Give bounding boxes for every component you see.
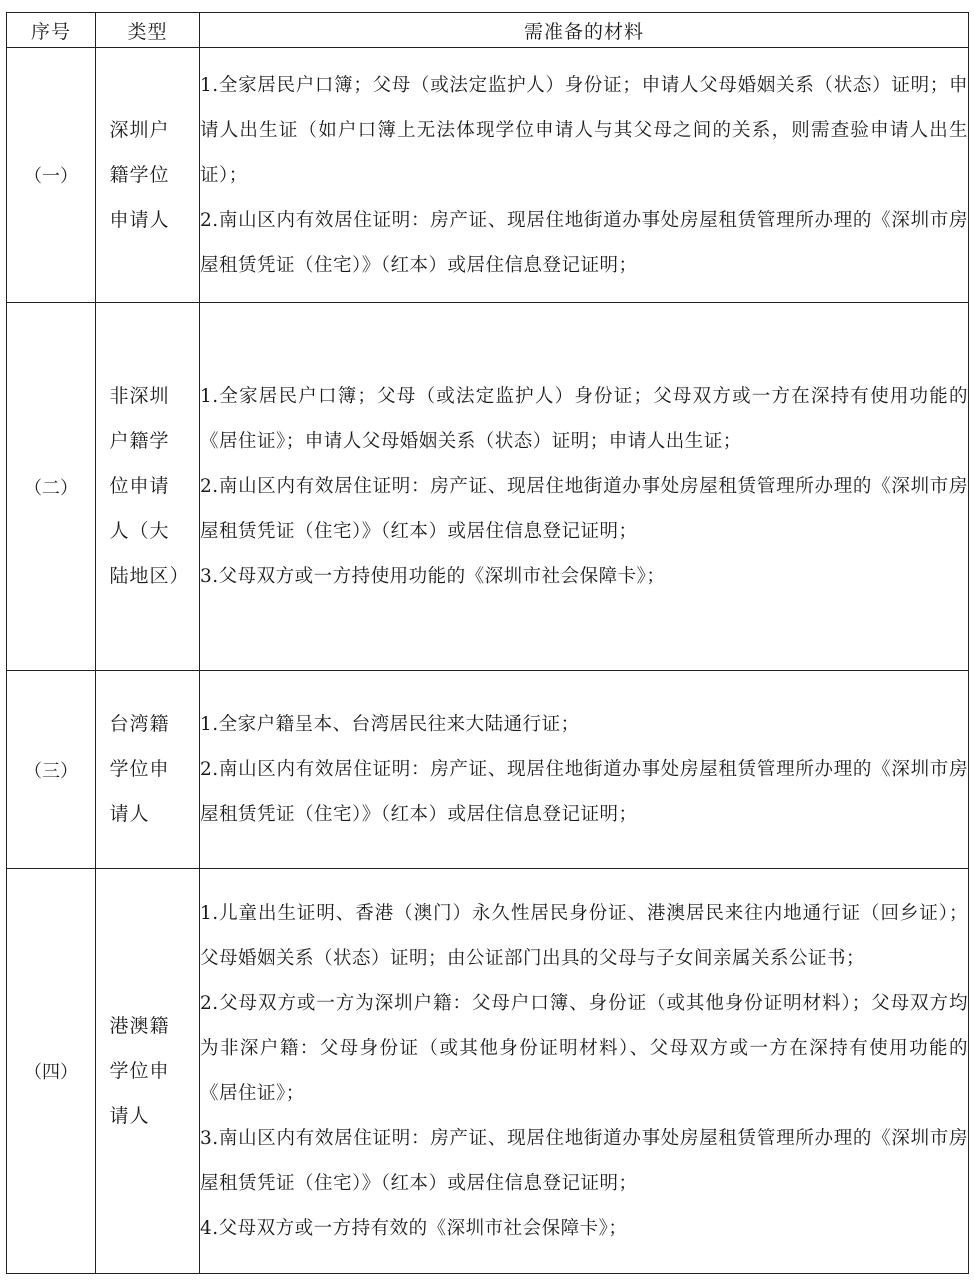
- table-row: [7, 303, 969, 671]
- row-type-label: 深圳户籍学位申请人: [109, 118, 170, 231]
- header-type: 类型: [96, 13, 200, 48]
- row-seq: （三）: [7, 671, 96, 869]
- material-item: 2.南山区内有效居住证明：房产证、现居住地街道办事处房屋租赁管理所办理的《深圳市房屋租赁凭证（住宅）》（红本）或居住信息登记证明；: [200, 476, 968, 542]
- materials-table: [6, 12, 969, 1274]
- row-type: [96, 48, 200, 303]
- row-materials: [200, 671, 969, 869]
- row-seq: （二）: [7, 303, 96, 671]
- header-materials: 需准备的材料: [200, 13, 969, 48]
- material-item: 3.南山区内有效居住证明：房产证、现居住地街道办事处房屋租赁管理所办理的《深圳市房屋租赁凭证（住宅）》（红本）或居住信息登记证明；: [200, 1128, 968, 1194]
- material-item: 2.南山区内有效居住证明：房产证、现居住地街道办事处房屋租赁管理所办理的《深圳市房屋租赁凭证（住宅）》（红本）或居住信息登记证明；: [200, 209, 968, 276]
- table-row: [7, 869, 969, 1274]
- row-type: [96, 303, 200, 671]
- table-row: [7, 671, 969, 869]
- table-row: [7, 48, 969, 303]
- material-item: 1.全家居民户口簿；父母（或法定监护人）身份证；父母双方或一方在深持有使用功能的《居住证》；申请人父母婚姻关系（状态）证明；申请人出生证；: [200, 386, 968, 452]
- row-materials: [200, 48, 969, 303]
- material-item: 4.父母双方或一方持有效的《深圳市社会保障卡》；: [200, 1218, 628, 1239]
- material-item: 2.父母双方或一方为深圳户籍：父母户口簿、身份证（或其他身份证明材料）；父母双方均为非深户籍：父母身份证（或其他身份证明材料）、父母双方或一方在深持有使用功能的《居住证》；: [200, 993, 968, 1104]
- row-seq: （一）: [7, 48, 96, 303]
- row-type-label: 非深圳户籍学位申请人（大陆地区）: [109, 385, 190, 587]
- header-row: [7, 13, 969, 48]
- material-item: 2.南山区内有效居住证明：房产证、现居住地街道办事处房屋租赁管理所办理的《深圳市房屋租赁凭证（住宅）》（红本）或居住信息登记证明；: [200, 759, 968, 825]
- row-materials: [200, 303, 969, 671]
- header-seq: 序号: [7, 13, 96, 48]
- row-type: [96, 869, 200, 1274]
- row-type-label: 港澳籍学位申请人: [109, 1014, 170, 1127]
- row-seq: （四）: [7, 869, 96, 1274]
- row-type: [96, 671, 200, 869]
- material-item: 1.儿童出生证明、香港（澳门）永久性居民身份证、港澳居民来往内地通行证（回乡证）；父母婚姻关系（状态）证明；由公证部门出具的父母与子女间亲属关系公证书；: [200, 903, 968, 969]
- material-item: 1.全家户籍呈本、台湾居民往来大陆通行证；: [200, 714, 580, 735]
- material-item: 1.全家居民户口簿；父母（或法定监护人）身份证；申请人父母婚姻关系（状态）证明；申请人出生证（如户口簿上无法体现学位申请人与其父母之间的关系，则需查验申请人出生证）；: [200, 74, 968, 186]
- row-type-label: 台湾籍学位申请人: [109, 713, 170, 825]
- row-materials: [200, 869, 969, 1274]
- material-item: 3.父母双方或一方持使用功能的《深圳市社会保障卡》；: [200, 566, 666, 587]
